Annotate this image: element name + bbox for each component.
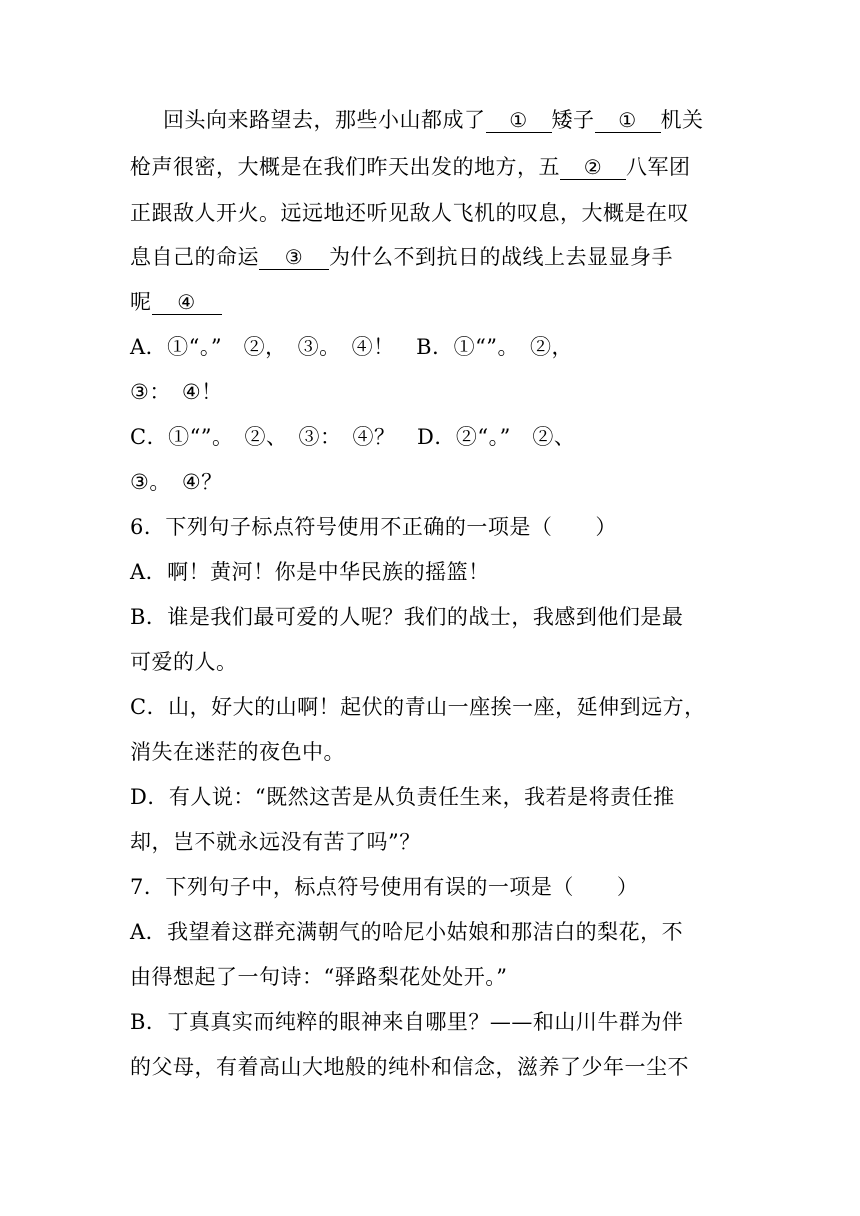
blank-4: ④ bbox=[152, 290, 222, 315]
passage-text: 呢 bbox=[130, 290, 152, 314]
passage-line-3: 正跟敌人开火。远远地还听见敌人飞机的叹息，大概是在叹 bbox=[130, 201, 689, 225]
passage-line-5 bbox=[130, 289, 222, 315]
q7-stem: 7．下列句子中，标点符号使用有误的一项是（ ） bbox=[130, 875, 639, 899]
passage-text: 息自己的命运 bbox=[130, 245, 259, 269]
passage-line-2 bbox=[130, 154, 691, 180]
q6-option-b-cont: 可爱的人。 bbox=[130, 650, 238, 674]
q7-option-b: B．丁真真实而纯粹的眼神来自哪里？——和山川牛群为伴 bbox=[130, 1010, 684, 1034]
passage-text: 为什么不到抗日的战线上去显显身手 bbox=[329, 245, 673, 269]
passage-text: 回头向来路望去，那些小山都成了 bbox=[163, 108, 486, 132]
q6-option-c: C．山，好大的山啊！起伏的青山一座挨一座，延伸到远方， bbox=[130, 695, 706, 719]
passage-text: 八军团 bbox=[626, 155, 691, 179]
blank-1b: ① bbox=[595, 108, 661, 133]
q6-option-b: B．谁是我们最可爱的人呢？我们的战士，我感到他们是最 bbox=[130, 605, 684, 629]
q7-option-a-cont: 由得想起了一句诗：“驿路梨花处处开。” bbox=[130, 965, 508, 989]
q7-option-b-cont: 的父母，有着高山大地般的纯朴和信念，滋养了少年一尘不 bbox=[130, 1055, 689, 1079]
passage-text: 矮子 bbox=[551, 108, 595, 132]
q6-option-d-cont: 却，岂不就永远没有苦了吗”？ bbox=[130, 830, 421, 854]
blank-2: ② bbox=[560, 155, 626, 180]
blank-1: ① bbox=[486, 108, 552, 133]
q5-options-ab: A．①“。” ②， ③。 ④！ B．①“”。 ②， bbox=[130, 335, 574, 359]
q6-stem: 6．下列句子标点符号使用不正确的一项是（ ） bbox=[130, 515, 617, 539]
passage-text: 枪声很密，大概是在我们昨天出发的地方，五 bbox=[130, 155, 560, 179]
q6-option-c-cont: 消失在迷茫的夜色中。 bbox=[130, 740, 345, 764]
q5-options-cd: C．①“”。 ②、 ③： ④？ D．②“。” ②、 bbox=[130, 425, 576, 449]
passage-line-1 bbox=[163, 107, 704, 133]
q5-options-cd-cont: ③。 ④？ bbox=[130, 470, 223, 494]
q5-options-ab-cont: ③： ④！ bbox=[130, 380, 223, 404]
q6-option-d: D．有人说：“既然这苦是从负责任生来，我若是将责任推 bbox=[130, 785, 675, 809]
blank-3: ③ bbox=[259, 245, 329, 270]
q7-option-a: A．我望着这群充满朝气的哈尼小姑娘和那洁白的梨花，不 bbox=[130, 920, 684, 944]
passage-line-4 bbox=[130, 244, 673, 270]
passage-text: 机关 bbox=[660, 108, 704, 132]
q6-option-a: A．啊！黄河！你是中华民族的摇篮！ bbox=[130, 560, 490, 584]
